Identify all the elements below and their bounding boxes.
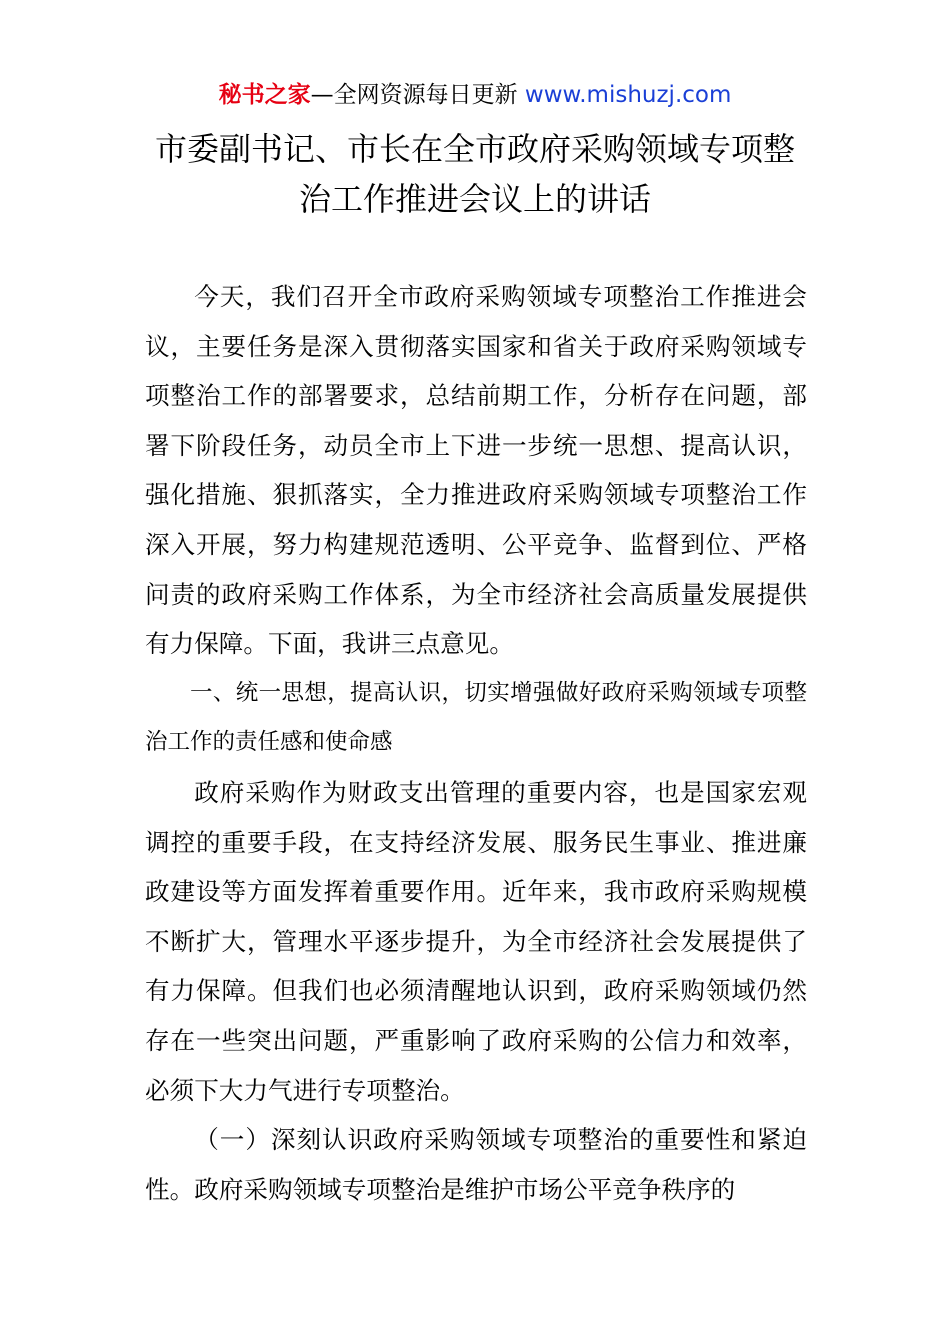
site-banner	[0, 78, 950, 112]
banner-tagline: —全网资源每日更新	[310, 82, 525, 108]
title-line-2: 治工作推进会议上的讲话	[298, 180, 651, 218]
document-body	[145, 272, 807, 1214]
paragraph-section-1: 政府采购作为财政支出管理的重要内容，也是国家宏观调控的重要手段，在支持经济发展、服务民生事业、推进廉政建设等方面发挥着重要作用。近年来，我市政府采购规模不断扩大，管理水平逐步提升，为全市经济社会发展提供了有力保障。但我们也必须清醒地认识到，政府采购领域仍然存在一些突出问题，严重影响了政府采购的公信力和效率，必须下大力气进行专项整治。	[145, 777, 807, 1105]
paragraph-intro: 今天，我们召开全市政府采购领域专项整治工作推进会议，主要任务是深入贯彻落实国家和省关于政府采购领域专项整治工作的部署要求，总结前期工作，分析存在问题，部署下阶段任务，动员全市上下进一步统一思想、提高认识，强化措施、狠抓落实，全力推进政府采购领域专项整治工作深入开展，努力构建规范透明、公平竞争、监督到位、严格问责的政府采购工作体系，为全市经济社会高质量发展提供有力保障。下面，我讲三点意见。	[145, 282, 807, 659]
site-url-link[interactable]: www.mishuzj.com	[524, 82, 732, 108]
brand-name: 秘书之家	[218, 82, 311, 108]
paragraph-subsection-1: （一）深刻认识政府采购领域专项整治的重要性和紧迫性。政府采购领域专项整治是维护市场公平竞争秩序的	[145, 1125, 807, 1204]
section-heading-1: 一、统一思想，提高认识，切实增强做好政府采购领域专项整治工作的责任感和使命感	[145, 679, 807, 756]
title-line-1: 市委副书记、市长在全市政府采购领域专项整	[154, 130, 795, 168]
document-title	[0, 124, 950, 224]
